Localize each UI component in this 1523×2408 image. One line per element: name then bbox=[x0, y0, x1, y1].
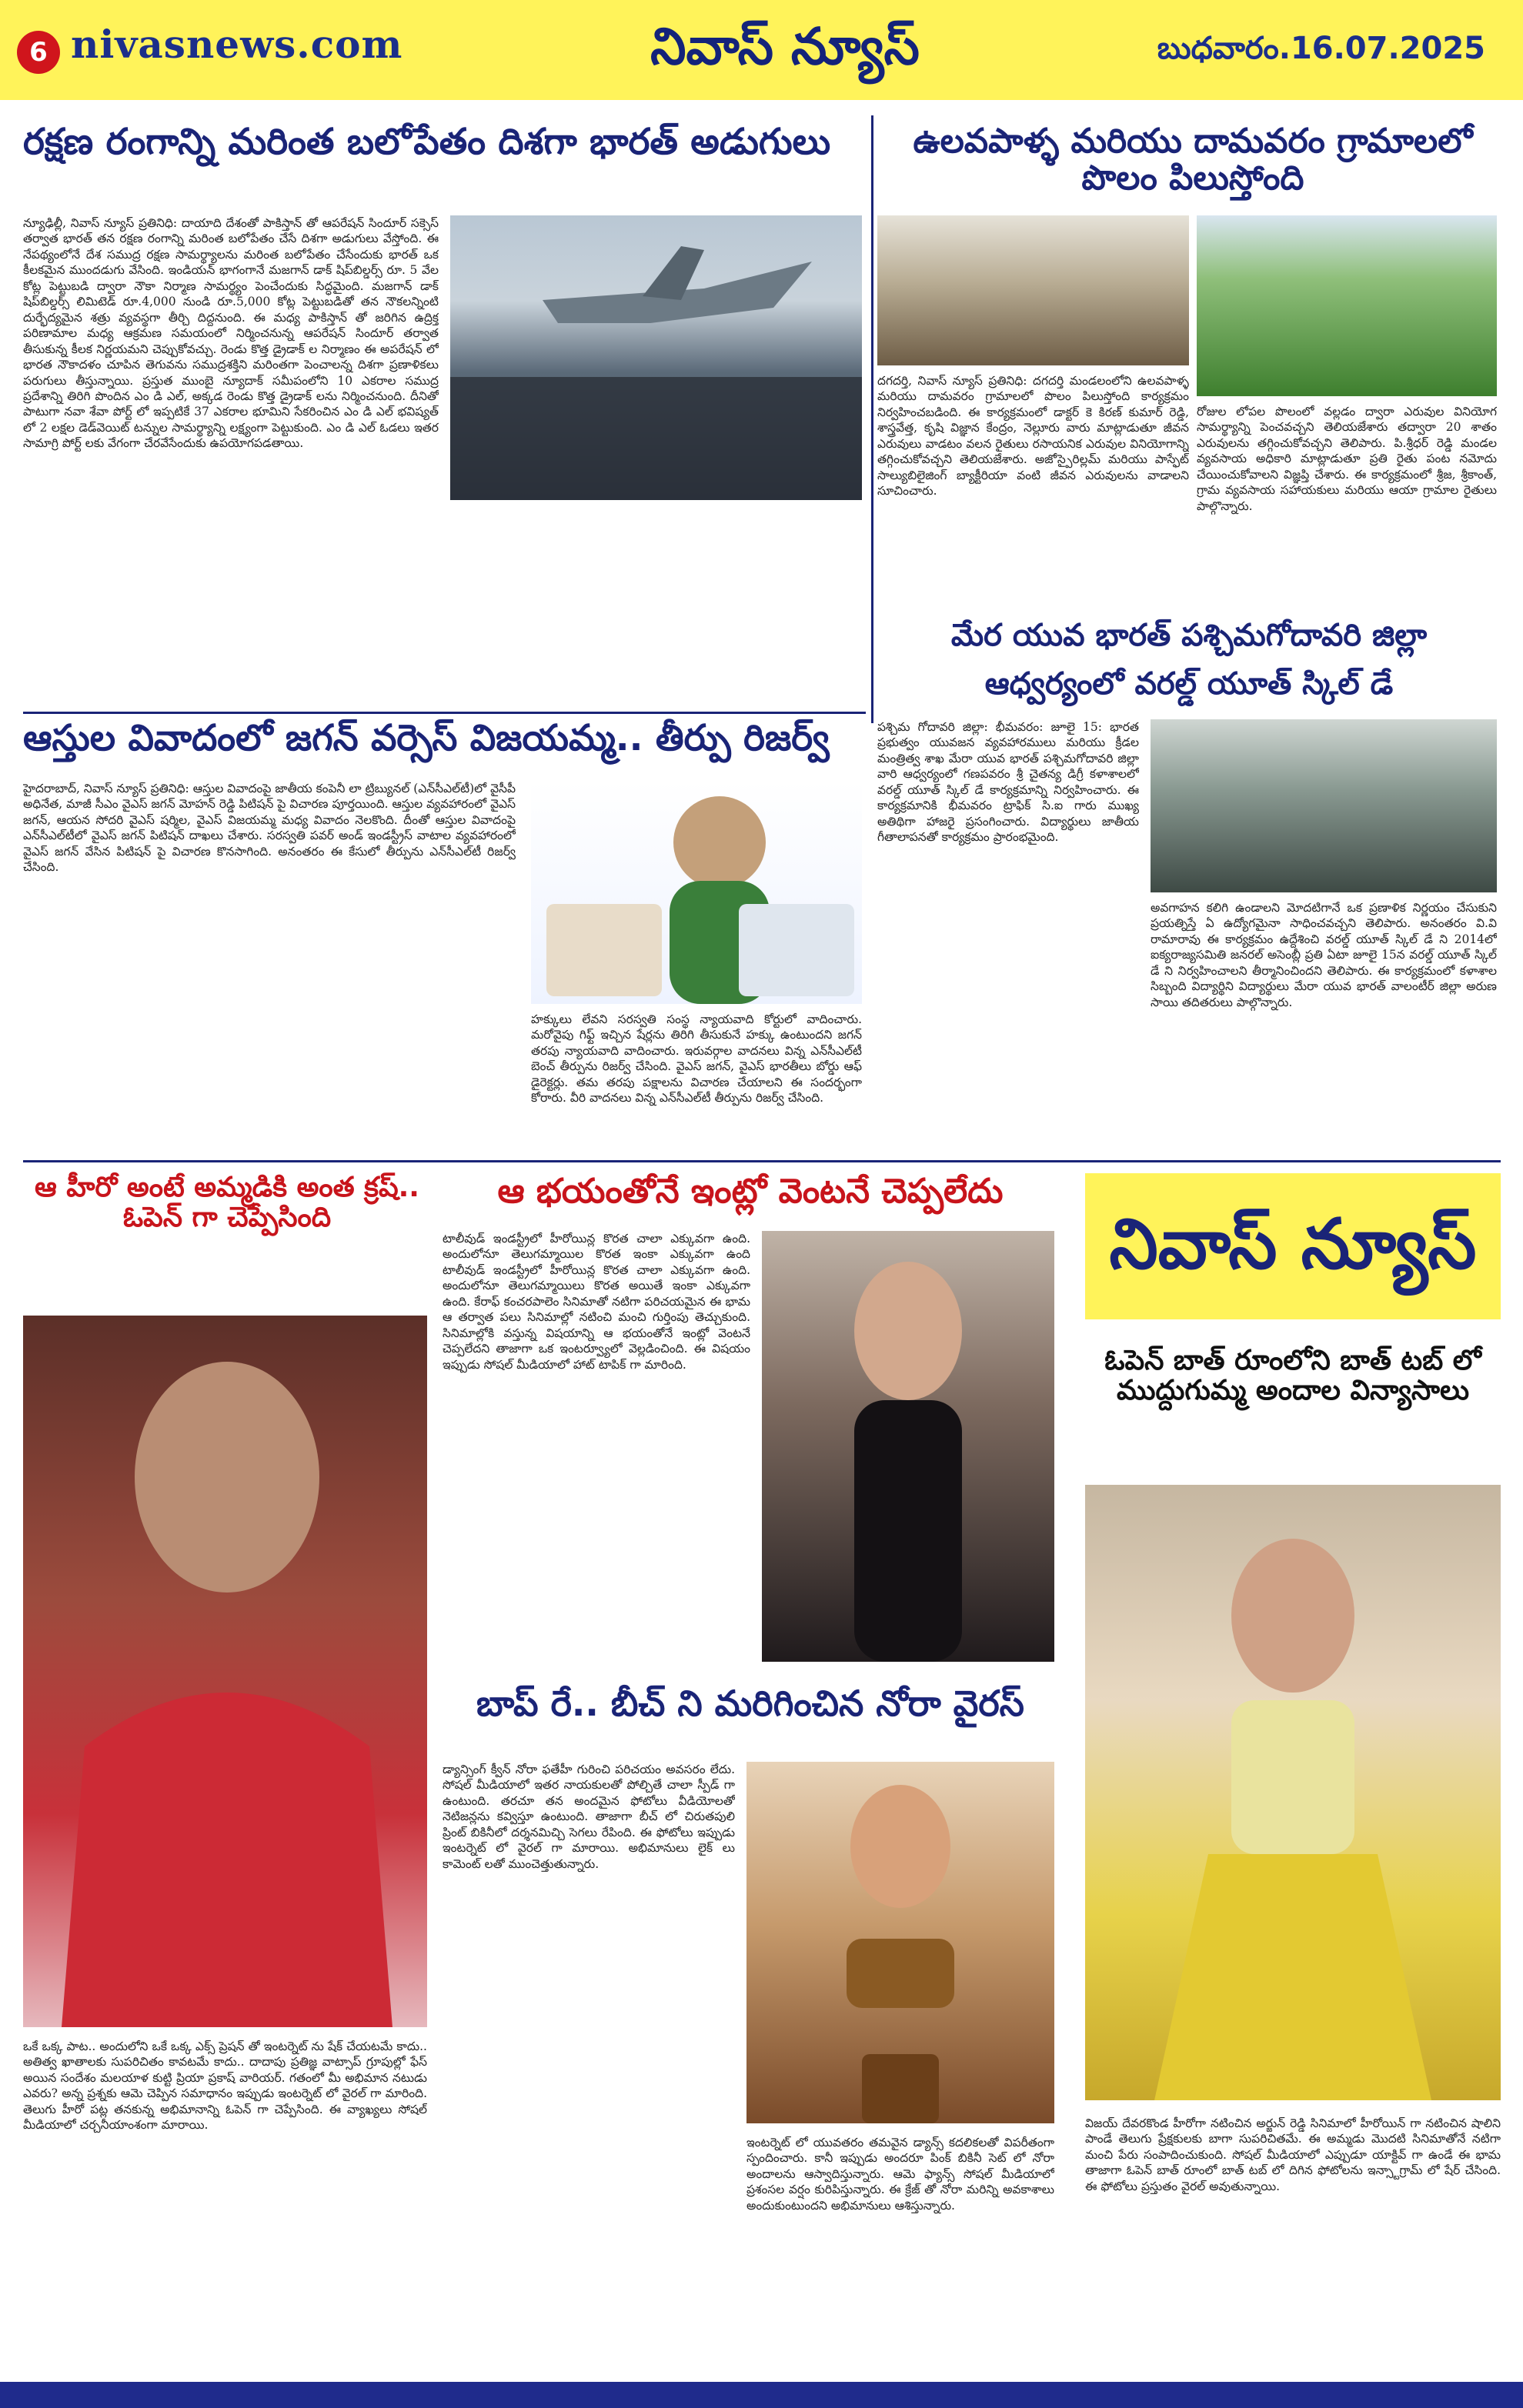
fields-photo-meeting bbox=[877, 215, 1189, 365]
defence-headline: రక్షణ రంగాన్ని మరింత బలోపేతం దిశగా భారత్ అడుగులు bbox=[23, 121, 831, 163]
nora-headline: బాప్ రే.. బీచ్ ని మరిగించిన నోరా వైరస్ bbox=[476, 1683, 1024, 1724]
fields-headline: ఉలవపాళ్ళ మరియు దామవరం గ్రామాలలో పొలం పిలుస్తోంది bbox=[913, 122, 1473, 198]
bathtub-body: విజయ్ దేవరకొండ హీరోగా నటించిన అర్జున్ రెడ్డి సినిమాలో హీరోయిన్ గా నటించిన షాలిని పాండే తెలుగు ప్రేక్షకులకు బాగా సుపరిచితమే. ఈ అమ్మడు మొదటి సినిమాతోనే నటిగా మంచి పేరు సంపాదించుకుంది. సోషల్ మీడియాలో ఎప్పుడూ యాక్టివ్ గా ఉండే ఈ భామ తాజాగా ఓపెన్ బాత్ రూంలో బాత్ టబ్ లో దిగిన ఫోటోలను ఇన్స్టాగ్రామ్ లో షేర్ చేసింది. ఈ ఫోటోలు ప్రస్తుతం వైరల్ అవుతున్నాయి. bbox=[1085, 2116, 1501, 2193]
masthead-box bbox=[1085, 1173, 1501, 1319]
fear-headline: ఆ భయంతోనే ఇంట్లో వెంటనే చెప్పలేదు bbox=[497, 1172, 1004, 1211]
youth-headline-line2: ఆధ్వర్యంలో వరల్డ్ యూత్ స్కిల్ డే bbox=[984, 666, 1394, 702]
section-divider bbox=[23, 1160, 1501, 1162]
bathtub-photo bbox=[1085, 1485, 1501, 2100]
issue-date: బుధవారం.16.07.2025 bbox=[1157, 31, 1485, 66]
fighter-jet-icon bbox=[450, 215, 862, 500]
site-name[interactable]: nivasnews.com bbox=[71, 22, 403, 67]
defence-body-continued bbox=[450, 508, 862, 708]
section-divider bbox=[23, 712, 866, 714]
nora-body-right: ఇంటర్నెట్ లో యువతరం తమవైన డ్యాన్స్ కదలికలతో విపరీతంగా స్పందించారు. కానీ ఇప్పుడు అందరూ పింక్ బికినీ సెట్ లో నోరా అందాలను ఆస్వాదిస్తున్నారు. ఆమె ఫ్యాన్స్ సోషల్ మీడియాలో ప్రశంసల వర్షం కురిపిస్తున్నారు. ఈ క్రేజ్ తో నోరా మరిన్ని అవకాశాలు అందుకుంటుందని అభిమానులు ఆశిస్తున్నారు. bbox=[746, 2136, 1054, 2213]
fields-body-left: దగదర్తి, నివాస్ న్యూస్ ప్రతినిధి: దగదర్తి మండలంలోని ఉలవపాళ్ళ మరియు దామవరం గ్రామాలలో పొలం పిలుస్తోంది కార్యక్రమం నిర్వహించబడింది. ఈ కార్యక్రమంలో డాక్టర్ కె కిరణ్ కుమార్ రెడ్డి, శాస్త్రవేత్త, కృషి విజ్ఞాన కేంద్రం, నెల్లూరు వారు మాట్లాడుతూ జీవన ఎరువులు వాడటం వలన రైతులు రసాయనిక ఎరువుల వినియోగాన్ని తగ్గించుకోవచ్చని తెలియజేశారు. అజోస్పైరిల్లమ్ మరియు పాస్ఫేట్ సాల్యుబిలైజింగ్ బ్యాక్టీరియా వంటి జీవన ఎరువులను వాడాలని సూచించారు. bbox=[877, 374, 1189, 499]
fear-body: టాలీవుడ్ ఇండస్ట్రీలో హీరోయిన్ల కొరత చాలా ఎక్కువగా ఉంది. అందులోనూ తెలుగమ్మాయిల కొరత ఇంకా ఎక్కువగా ఉంది టాలీవుడ్ ఇండస్ట్రీలో హీరోయిన్ల కొరత చాలా ఎక్కువగా ఉంది. అందులోనూ తెలుగమ్మాయిలు కొరత అయితే ఇంకా ఎక్కువగా ఉంది. కేరాఫ్ కంచరపాలెం సినిమాతో నటిగా పరిచయమైన ఈ భామ ఆ తర్వాత పలు సినిమాల్లో నటించి మంచి గుర్తింపు తెచ్చుకుంది. సినిమాల్లోకి వస్తున్న విషయాన్ని ఆ భయంతోనే ఇంట్లో వెంటనే చెప్పలేదని తాజాగా ఒక ఇంటర్వ్యూలో వెల్లడించింది. ఈ విషయం ఇప్పుడు సోషల్ మీడియాలో హాట్ టాపిక్ గా మారింది. bbox=[443, 1232, 750, 1372]
hero-photo bbox=[23, 1316, 427, 2027]
avatar-vijayamma bbox=[673, 796, 766, 889]
youth-headline-line1: మేర యువ భారత్ పశ్చిమగోదావరి జిల్లా bbox=[950, 618, 1428, 653]
column-divider bbox=[871, 115, 873, 723]
fields-body-right: రోజుల లోపల పొలంలో వల్లడం ద్వారా ఎరువుల వినియోగ సామర్థ్యాన్ని పెంచవచ్చని తెలియజేశారు తద్వారా 20 శాతం ఎరువులను తగ్గించుకోవచ్చని తెలిపారు. పి.శ్రీధర్ రెడ్డి మండల వ్యవసాయ అధికారి మాట్లాడుతూ ప్రతి రైతు పంట నమోదు చేయించుకోవాలని విజ్ఞప్తి చేశారు. ఈ కార్యక్రమంలో శ్రీజ, శ్రీకాంత్, గ్రామ వ్యవసాయ సహాయకులు మరియు ఆయా గ్రామాల రైతులు పాల్గొన్నారు. bbox=[1197, 405, 1497, 513]
property-body-right: హక్కులు లేవని సరస్వతి సంస్థ న్యాయవాది కోర్టులో వాదించారు. మరోవైపు గిఫ్ట్ ఇచ్చిన షేర్లను తిరిగి తీసుకునే హక్కు ఉంటుందని జగన్ తరపు న్యాయవాది వాదించారు. ఇరువర్గాల వాదనలు విన్న ఎన్‌సీఎల్‌టీ బెంచ్ తీర్పును రిజర్వ్ చేసింది. వైఎస్ జగన్, వైఎస్ భారతీలు బోర్డు ఆఫ్ డైరెక్టర్లు. తమ తరపు పక్షాలను విచారణ చేయాలని ఈ సందర్భంగా కోరారు. వీరి వాదనలు విన్న ఎన్‌సీఎల్‌టీ తీర్పును రిజర్వ్ చేసింది. bbox=[531, 1012, 862, 1106]
avatar-sharmila bbox=[546, 904, 662, 996]
property-headline: ఆస్తుల వివాదంలో జగన్ వర్సెస్ విజయమ్మ.. తీర్పు రిజర్వ్ bbox=[23, 717, 830, 759]
fear-photo bbox=[762, 1231, 1054, 1662]
footer-bar bbox=[0, 2382, 1523, 2408]
youth-body-right: అవగాహన కలిగి ఉండాలని మోదటిగానే ఒక ప్రణాళిక నిర్ణయం చేసుకుని ప్రయత్నిస్తే ఏ ఉద్యోగమైనా సాధించవచ్చని తెలిపారు. అనంతరం వి.వి రామారావు ఈ కార్యక్రమం ఉద్దేశించి వరల్డ్ యూత్ స్కిల్ డే ని 2014లో ఐక్యరాజ్యసమితి జనరల్ అసెంబ్లీ ప్రతి ఏటా జూలై 15న వరల్డ్ యూత్ స్కిల్ డే ని నిర్వహించాలని తీర్మానించిందని తెలిపారు. ఈ కార్యక్రమంలో కళాశాల సిబ్బంది విద్యార్థిని విద్యార్థులు మేరా యువ భారత్ వాలంటీర్ జిల్లా అరుణ సాయి తదితరులు పాల్గొన్నారు. bbox=[1151, 901, 1497, 1009]
fields-photo-farm bbox=[1197, 215, 1497, 396]
masthead-repeat: నివాస్ న్యూస్ bbox=[1109, 1204, 1477, 1285]
avatar-jagan bbox=[739, 904, 854, 996]
nora-body-left: డ్యాన్సింగ్ క్వీన్ నోరా ఫతేహీ గురించి పరిచయం అవసరం లేదు. సోషల్ మీడియాలో ఇతర నాయకులతో పోల్చితే చాలా స్పీడ్ గా ఉంటుంది. తరచూ తన అందమైన ఫోటోలు వీడియోలతో నెటిజన్లను కవ్విస్తూ ఉంటుంది. తాజాగా బీచ్ లో చిరుతపులి ప్రింట్ బికినీలో దర్శనమిచ్చి సెగలు రేపింది. ఈ ఫోటోలు ఇప్పుడు ఇంటర్నెట్ లో వైరల్ గా మారాయి. అభిమానులు లైక్ లు కామెంట్ లతో ముంచెత్తుతున్నారు. bbox=[443, 1763, 735, 1871]
nora-photo bbox=[746, 1762, 1054, 2123]
page-number: 6 bbox=[17, 31, 60, 74]
defence-photo bbox=[450, 215, 862, 500]
hero-body: ఒకే ఒక్క పాట.. అందులోని ఒకే ఒక్క ఎక్స్ ప్రెషన్ తో ఇంటర్నెట్ ను షేక్ చేయటమే కాదు.. అతిత్వ ఖాతాలకు సుపరిచితం కావటమే కాదు.. దాదాపు ప్రతిజ్ఞ వాట్సాప్ గ్రూపుల్లో ఫేస్ అయిన సందేశం మలయాళ కుట్టి ప్రియా ప్రకాష్ వారియర్. గతంలో మీ అభిమాన నటుడు ఎవరు? అన్న ప్రశ్నకు ఆమె చెప్పిన సమాధానం ఇప్పుడు ఇంటర్నెట్ లో వైరల్ గా మారింది. తెలుగు హీరో పట్ల తనకున్న అభిమానాన్ని ఓపెన్ గా చెప్పేసింది. ఈ వ్యాఖ్యలు సోషల్ మీడియాలో చర్చనీయాంశంగా మారాయి. bbox=[23, 2039, 427, 2133]
hero-headline: ఆ హీరో అంటే అమ్మడికి అంత క్రష్.. ఓపెన్ గా చెప్పేసింది bbox=[35, 1172, 419, 1233]
youth-photo bbox=[1151, 719, 1497, 892]
masthead: నివాస్ న్యూస్ bbox=[650, 17, 920, 76]
property-body-left: హైదరాబాద్, నివాస్ న్యూస్ ప్రతినిధి: ఆస్తుల వివాదంపై జాతీయ కంపెనీ లా ట్రిబ్యునల్ (ఎన్‌సీఎల్‌టీ)లో వైసీపీ అధినేత, మాజీ సీఎం వైఎస్ జగన్ మోహన్ రెడ్డి పిటిషన్ పై విచారణ పూర్తయింది. ఆస్తుల వ్యవహారంలో వైఎస్ జగన్, ఆయన సోదరి వైఎస్ షర్మిల, వైఎస్ విజయమ్మ మధ్య వివాదం నెలకొంది. దీంతో ఆస్తుల వివాదంపై ఎన్‌సీఎల్‌టీలో వైఎస్ జగన్ పిటిషన్ దాఖలు చేశారు. సరస్వతి పవర్ అండ్ ఇండస్ట్రీస్ వాటాల వ్యవహారంలో వైఎస్ జగన్ వేసిన పిటిషన్ పై విచారణ కొనసాగింది. అనంతరం ఈ కేసులో తీర్పును ఎన్‌సీఎల్‌టీ రిజర్వ్ చేసింది. bbox=[23, 782, 516, 875]
defence-body: న్యూఢిల్లీ, నివాస్ న్యూస్ ప్రతినిధి: దాయాది దేశంతో పాకిస్తాన్ తో ఆపరేషన్ సిందూర్ సక్సెస్ తర్వాత భారత్ తన రక్షణ రంగాన్ని మరింత బలోపేతం చేసే దిశగా అడుగులు వేస్తోంది. ఈ నేపథ్యంలోనే దేశ సముద్ర రక్షణ సామర్థ్యాలను మరింత బలోపేతం చేసేందుకు భారత్ ఒక కీలకమైన ముందడుగు వేసింది. ఇండియన్ భాగంగానే మజగాన్ డాక్ షిప్‌బిల్డర్స్ రూ. 5 వేల కోట్ల పెట్టుబడి ద్వారా నౌకా నిర్మాణ సామర్థ్యం పెంచేందుకు సిద్ధమైంది. మజగాన్ డాక్ షిప్‌బిల్డర్స్ లిమిటెడ్ రూ.4,000 నుండి రూ.5,000 కోట్ల పెట్టుబడితో తన నౌకలన్నింటి దుర్భేద్యమైన శత్రు వ్యవస్థగా తీర్చి దిద్దనుంది. ఈ మధ్య పాకిస్తాన్ తో జరిగిన ఉద్రిక్త పరిణామాల మధ్య ఆక్రమణ సమయంలో నిర్మించనున్న ఆపరేషన్ సిందూర్ తర్వాత తీసుకున్న కీలక నిర్ణయమని చెప్పుకోవచ్చు. రెండు కొత్త డ్రైడాక్ ల నిర్మాణం ఈ అపరేషన్ లో భారత నౌకాదళం చూపిన తెగువను సముద్రశక్తిని మరింతగా పెంచాలన్న దిశగా ప్రణాళికలు పరుగులు తీస్తున్నాయి. ప్రస్తుత ముంబై న్యూదాక్ సమీపంలోని 10 ఎకరాల సముద్ర ప్రదేశాన్ని తిరిగి పొందిన ఎం డి ఎల్, అక్కడ రెండు కొత్త డ్రైడాక్ లను నిర్మించనుంది. దీనితో పాటుగా నవా శేవా పోర్ట్ లో ఇప్పటికే 37 ఎకరాల భూమిని సేకరించిన ఎం డి ఎల్ భవిష్యత్ లో 2 లక్షల డెడ్‌వెయిట్ టన్నుల సామర్థ్యాన్ని లక్ష్యంగా పెట్టుకుంది. ఎం డి ఎల్ ఓడలు ఇతర సామాగ్రి పోర్ట్ లకు వేగంగా చేరవేసేందుకు ఉపయోగపడతాయి. bbox=[23, 216, 439, 451]
youth-body-left: పశ్చిమ గోదావరి జిల్లా: భీమవరం: జూలై 15: భారత ప్రభుత్వం యువజన వ్యవహారములు మరియు క్రీడల మంత్రిత్వ శాఖ మేరా యువ భారత్ పశ్చిమగోదావరి జిల్లా వారి ఆధ్వర్యంలో గణపవరం శ్రీ చైతన్య డిగ్రీ కళాశాలలో వరల్డ్ యూత్ స్కిల్ డే కార్యక్రమాన్ని నిర్వహించారు. ఈ కార్యక్రమానికి భీమవరం ట్రాఫిక్ సి.ఐ గారు ముఖ్య అతిథిగా హాజరై ప్రసంగించారు. విద్యార్థులు జాతీయ గీతాలాపనతో కార్యక్రమం ప్రారంభమైంది. bbox=[877, 720, 1139, 845]
property-photo bbox=[531, 781, 862, 1004]
bathtub-headline: ఓపెన్ బాత్ రూంలోని బాత్ టబ్ లో ముద్దుగుమ్మ అందాల విన్యాసాలు bbox=[1104, 1345, 1481, 1406]
